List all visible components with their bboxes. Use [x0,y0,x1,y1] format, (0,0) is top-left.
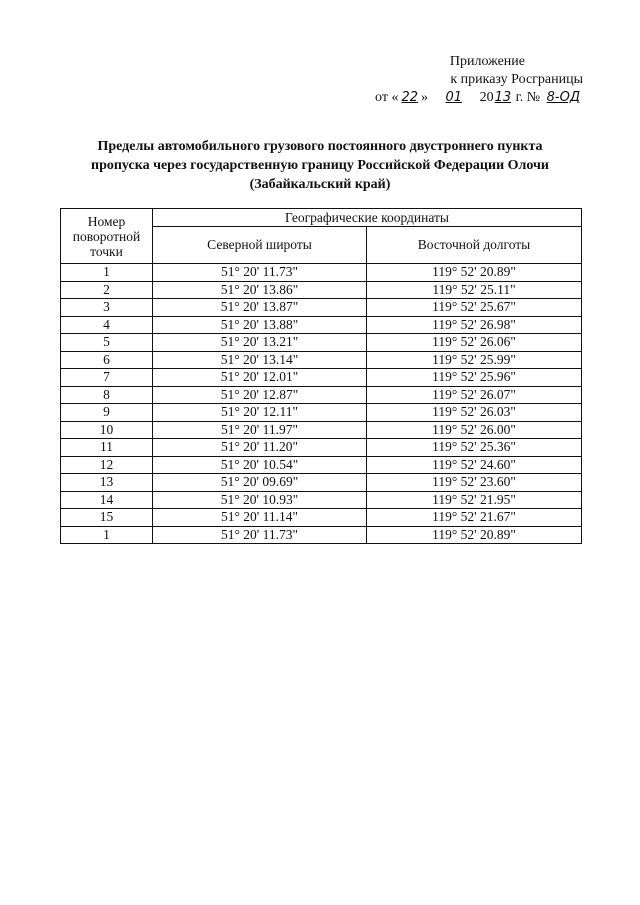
cell-longitude: 119° 52' 26.00" [367,421,582,439]
table-row [61,474,582,492]
table-row [61,439,582,457]
header-geo-coordinates: Географические координаты [153,209,582,227]
cell-point-number: 3 [61,299,153,317]
order-month: 01 [445,90,463,105]
cell-latitude: 51° 20' 11.73" [153,526,367,544]
header-point-number: Номер поворотной точки [61,209,153,264]
title-line-3: (Забайкальский край) [249,177,391,192]
cell-point-number: 7 [61,369,153,387]
order-reference: к приказу Росграницы [450,72,583,87]
table-row [61,369,582,387]
table-row [61,351,582,369]
cell-point-number: 1 [61,526,153,544]
cell-longitude: 119° 52' 26.07" [367,386,582,404]
table-row [61,404,582,422]
document-title [40,137,600,194]
cell-point-number: 14 [61,491,153,509]
cell-longitude: 119° 52' 26.06" [367,334,582,352]
cell-latitude: 51° 20' 13.14" [153,351,367,369]
cell-longitude: 119° 52' 20.89" [367,526,582,544]
cell-point-number: 6 [61,351,153,369]
cell-point-number: 13 [61,474,153,492]
cell-longitude: 119° 52' 25.67" [367,299,582,317]
cell-point-number: 4 [61,316,153,334]
cell-longitude: 119° 52' 26.98" [367,316,582,334]
cell-latitude: 51° 20' 13.87" [153,299,367,317]
table-row [61,421,582,439]
cell-latitude: 51° 20' 10.93" [153,491,367,509]
coordinates-table [60,208,582,544]
cell-point-number: 2 [61,281,153,299]
year-prefix: 20 [479,90,494,105]
cell-latitude: 51° 20' 12.01" [153,369,367,387]
cell-latitude: 51° 20' 10.54" [153,456,367,474]
order-date-line [0,89,583,107]
cell-point-number: 8 [61,386,153,404]
cell-latitude: 51° 20' 11.20" [153,439,367,457]
appendix-header [0,53,583,107]
cell-latitude: 51° 20' 13.86" [153,281,367,299]
table-row [61,316,582,334]
table-row [61,491,582,509]
date-mid: » [421,90,429,105]
order-day: 22 [401,90,419,105]
cell-point-number: 1 [61,264,153,282]
cell-point-number: 10 [61,421,153,439]
cell-longitude: 119° 52' 25.11" [367,281,582,299]
cell-latitude: 51° 20' 13.88" [153,316,367,334]
table-row [61,334,582,352]
cell-latitude: 51° 20' 12.87" [153,386,367,404]
cell-longitude: 119° 52' 21.67" [367,509,582,527]
cell-longitude: 119° 52' 25.96" [367,369,582,387]
header-latitude: Северной широты [153,227,367,264]
table-row [61,386,582,404]
cell-point-number: 15 [61,509,153,527]
order-year: 13 [494,90,512,105]
table-row [61,264,582,282]
table-row [61,509,582,527]
cell-longitude: 119° 52' 21.95" [367,491,582,509]
cell-point-number: 12 [61,456,153,474]
cell-latitude: 51° 20' 11.97" [153,421,367,439]
table-row [61,456,582,474]
cell-longitude: 119° 52' 20.89" [367,264,582,282]
order-number: 8-ОД [546,90,580,105]
cell-longitude: 119° 52' 25.99" [367,351,582,369]
cell-point-number: 9 [61,404,153,422]
cell-latitude: 51° 20' 13.21" [153,334,367,352]
number-prefix: г. № [515,90,541,105]
cell-point-number: 11 [61,439,153,457]
table-row [61,526,582,544]
cell-longitude: 119° 52' 23.60" [367,474,582,492]
cell-longitude: 119° 52' 25.36" [367,439,582,457]
appendix-label: Приложение [449,54,525,69]
cell-latitude: 51° 20' 11.14" [153,509,367,527]
table-row [61,299,582,317]
table-body [61,264,582,544]
date-prefix: от « [375,90,399,105]
title-line-1: Пределы автомобильного грузового постоянного двустроннего пункта [97,139,543,154]
cell-latitude: 51° 20' 09.69" [153,474,367,492]
title-line-2: пропуска через государственную границу Российской Федерации Олочи [91,158,549,173]
cell-longitude: 119° 52' 26.03" [367,404,582,422]
cell-latitude: 51° 20' 12.11" [153,404,367,422]
header-longitude: Восточной долготы [367,227,582,264]
cell-point-number: 5 [61,334,153,352]
cell-latitude: 51° 20' 11.73" [153,264,367,282]
table-row [61,281,582,299]
cell-longitude: 119° 52' 24.60" [367,456,582,474]
